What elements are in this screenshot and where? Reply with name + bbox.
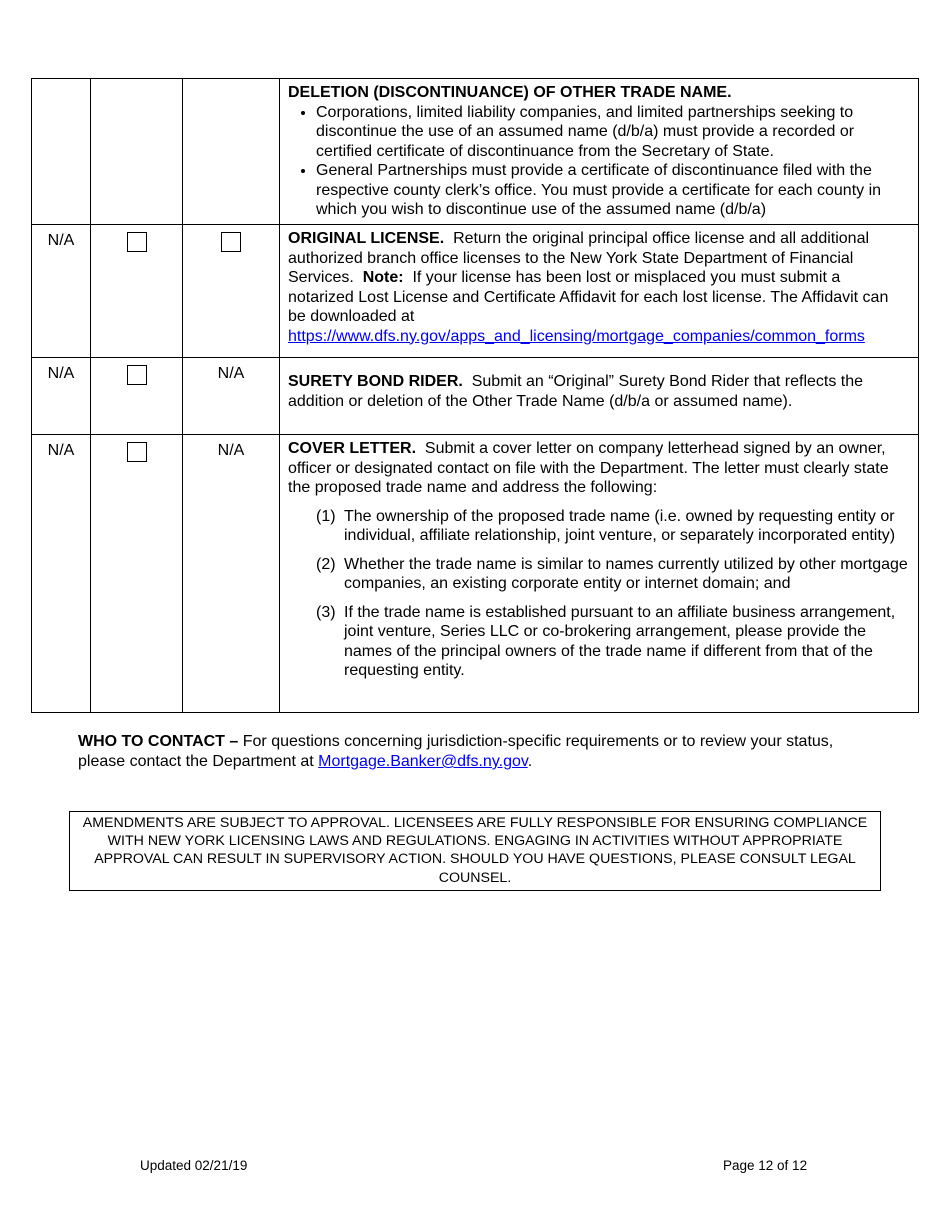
cell-surety-bond-description (280, 358, 919, 435)
list-item (288, 555, 910, 594)
item-text: If the trade name is established pursuant to an affiliate business arrangement, joint venture, Series LLC or co-brokering arrangement, please provide the names of the principal owners of the trade name if different from that of the requesting entity. (344, 603, 896, 679)
item-number: (3) (316, 603, 336, 621)
checkbox[interactable] (127, 365, 147, 385)
cell-col1 (32, 435, 91, 713)
note-label: Note: (362, 269, 404, 286)
who-to-contact (78, 732, 878, 772)
cell-col2 (91, 358, 183, 435)
cell-col1 (32, 358, 91, 435)
na-label: N/A (217, 442, 245, 459)
original-license-title: ORIGINAL LICENSE. (288, 230, 445, 247)
cell-col3 (183, 225, 280, 358)
na-label: N/A (47, 442, 75, 459)
common-forms-link[interactable]: https://www.dfs.ny.gov/apps_and_licensing/mortgage_companies/common_forms (288, 327, 865, 345)
cell-col2-empty (91, 79, 183, 225)
cell-original-license-description (280, 225, 919, 358)
footer-page-number: Page 12 of 12 (723, 1158, 808, 1173)
cell-col2 (91, 225, 183, 358)
na-label: N/A (47, 232, 75, 249)
cell-col3-empty (183, 79, 280, 225)
table-row-cover-letter (32, 435, 919, 713)
cell-cover-letter-description (280, 435, 919, 713)
contact-email-link[interactable]: Mortgage.Banker@dfs.ny.gov (318, 753, 528, 770)
surety-bond-title: SURETY BOND RIDER. (288, 373, 463, 390)
list-item (288, 603, 910, 681)
cell-col3 (183, 435, 280, 713)
original-license-text2: If your license has been lost or misplaced you must submit a notarized Lost License and Certificate Affidavit for each lost license. The Affidavit can be downloaded at (288, 269, 889, 325)
surety-bond-text: Submit an “Original” Surety Bond Rider that reflects the addition or deletion of the Other Trade Name (d/b/a or assumed name). (288, 373, 864, 410)
cell-deletion-description (280, 79, 919, 225)
table-row-surety-bond (32, 358, 919, 435)
item-number: (2) (316, 555, 336, 573)
item-number: (1) (316, 507, 336, 525)
contact-end: . (527, 753, 533, 770)
cell-col1-empty (32, 79, 91, 225)
footer-updated: Updated 02/21/19 (140, 1158, 248, 1173)
checkbox[interactable] (127, 232, 147, 252)
table-row-deletion (32, 79, 919, 225)
item-text: The ownership of the proposed trade name (i.e. owned by requesting entity or individual, affiliate relationship, joint venture, or separately incorporated entity) (344, 507, 896, 544)
approval-notice-box: AMENDMENTS ARE SUBJECT TO APPROVAL. LICENSEES ARE FULLY RESPONSIBLE FOR ENSURING COMPLIANCE WITH NEW YORK LICENSING LAWS AND REGULATIONS. ENGAGING IN ACTIVITIES WITHOUT APPROPRIATE APPROVAL CAN RESULT IN SUPERVISORY ACTION. SHOULD YOU HAVE QUESTIONS, PLEASE CONSULT LEGAL COUNSEL. (69, 811, 881, 891)
cover-letter-text: Submit a cover letter on company letterhead signed by an owner, officer or designated contact on file with the Department. The letter must clearly state the proposed trade name and address the following: (288, 440, 889, 496)
item-text: Whether the trade name is similar to names currently utilized by other mortgage companies, an existing corporate entity or internet domain; and (344, 555, 908, 592)
contact-label: WHO TO CONTACT – (78, 733, 239, 750)
cover-letter-items (288, 507, 910, 681)
deletion-title: DELETION (DISCONTINUANCE) OF OTHER TRADE NAME. (288, 84, 732, 101)
deletion-bullets (288, 103, 910, 220)
checkbox[interactable] (127, 442, 147, 462)
na-label: N/A (47, 365, 75, 382)
na-label: N/A (217, 365, 245, 382)
requirements-table (31, 78, 919, 713)
cell-col2 (91, 435, 183, 713)
checkbox[interactable] (221, 232, 241, 252)
contact-text: For questions concerning jurisdiction-specific requirements or to review your status, please contact the Department at (78, 733, 834, 770)
list-item (288, 507, 910, 546)
list-item: • General Partnerships must provide a certificate of discontinuance filed with the respective county clerk’s office. You must provide a certificate for each county in which you wish to discontinue use of the assumed name (d/b/a) (316, 161, 910, 220)
cover-letter-title: COVER LETTER. (288, 440, 417, 457)
original-license-text1: Return the original principal office license and all additional authorized branch office licenses to the New York State Department of Financial Services. (288, 230, 870, 286)
cell-col1 (32, 225, 91, 358)
list-item: • Corporations, limited liability companies, and limited partnerships seeking to discontinue the use of an assumed name (d/b/a) must provide a recorded or certified certificate of discontinuance from the Secretary of State. (316, 103, 910, 162)
cell-col3 (183, 358, 280, 435)
cover-letter-intro (288, 439, 910, 498)
table-row-original-license (32, 225, 919, 358)
